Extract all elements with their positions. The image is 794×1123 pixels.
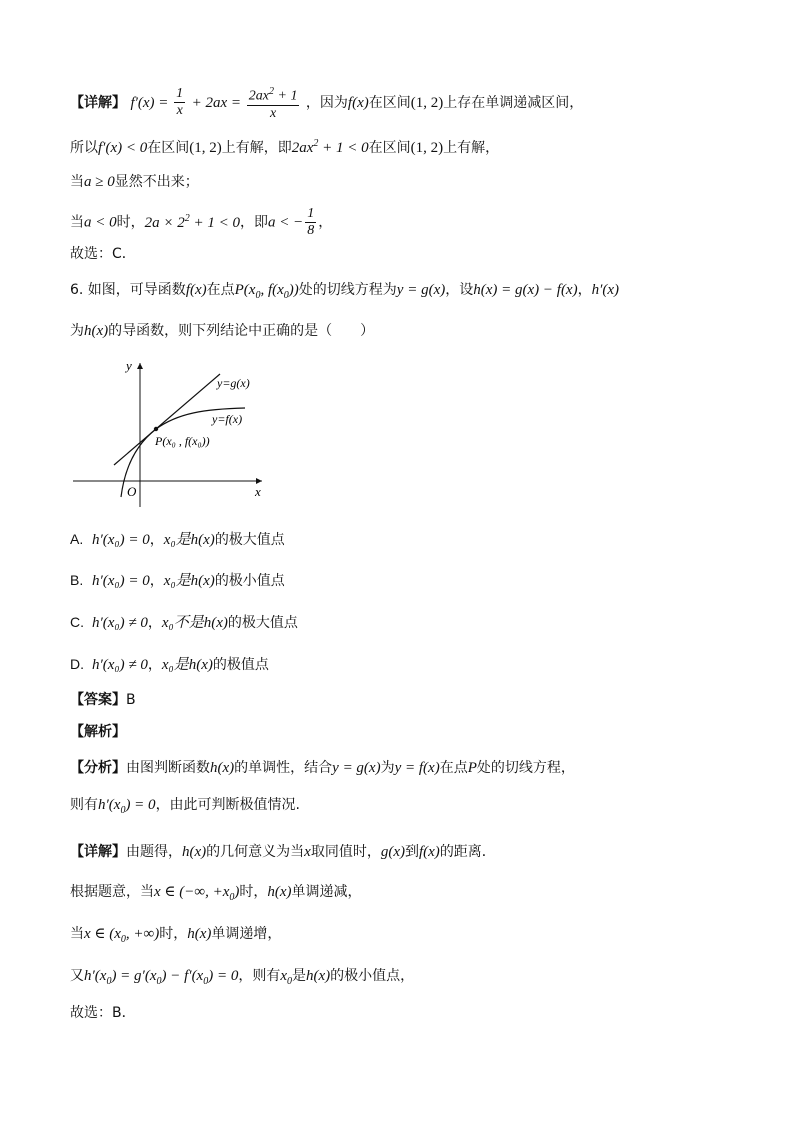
q6-stem-line-1: 6. 如图，可导函数f(x)在点$P(x_0$, $f(x_0)$)处的切线方程为y = g(x)，设h(x) = g(x) − f(x)，h′(x) [70, 282, 620, 301]
label-p: P(x₀ , f(x₀)) [155, 434, 210, 448]
detail-line-3: 当x ∈ ($x_0$, +∞)时，h(x)单调递增， [70, 926, 282, 945]
label-g: y=g(x) [217, 376, 250, 390]
option-d[interactable]: D. h′(x₀) ≠ 0，x₀是h(x)的极值点 [70, 656, 269, 673]
point-p [154, 427, 158, 431]
q6-choose: 故选：B． [70, 1005, 136, 1021]
analysis-label: 【解析】 [70, 724, 126, 740]
q5-choose: 故选：C． [70, 246, 136, 262]
detail-line-1: 【详解】由题得，h(x)的几何意义为当x取同值时，g(x)到f(x)的距离． [70, 844, 496, 860]
fenxi-line-1: 【分析】由图判断函数h(x)的单调性，结合y = g(x)为y = f(x)在点P处的切线方程， [70, 760, 575, 776]
fraction-2ax2-plus-1-over-x: $\frac{2ax^2 + 1}{x}$ [248, 86, 298, 121]
q5-line-3: 当a ≥ 0显然不出来； [70, 174, 199, 190]
fraction-1-over-8: $\frac{1}{8}$ [307, 206, 315, 238]
q5-detail-line: 【详解】 f′(x) = $\frac{1}{x}$ + 2ax = $\frac{2ax^2 + 1}{x}$ ，因为f(x)在区间(1, 2)上存在单调递减区间， [70, 86, 584, 121]
option-a[interactable]: A. h′(x₀) = 0，x₀是h(x)的极大值点 [70, 531, 285, 548]
tangent-line-g [114, 374, 220, 465]
axis-label-x: x [255, 484, 261, 499]
detail-line-4: 又$h'(x_0) = g'(x_0) - f'(x_0) = 0$，则有$x_0$是h(x)的极小值点， [70, 968, 415, 987]
fraction-1-over-x: $\frac{1}{x}$ [176, 86, 184, 119]
detail-line-2: 根据题意，当x ∈ (−∞, $+x_0$)时，h(x)单调递减， [70, 884, 362, 903]
q5-line-4: 当a < 0时，$2a \times 2^2 + 1 < 0$，即a < − $\frac{1}{8}$ ， [70, 206, 333, 238]
label-f: y=f(x) [212, 412, 243, 426]
fenxi-line-2: 则有$h'(x_0) = 0$，由此可判断极值情况. [70, 797, 301, 816]
q6-stem-line-2: 为h(x)的导函数，则下列结论中正确的是（ ） [70, 323, 375, 339]
q5-line-2: 所以f′(x) < 0在区间(1, 2)上有解，即$2ax^2 + 1 < 0$在区间(1, 2)上有解， [70, 138, 500, 156]
option-c[interactable]: C. h′(x₀) ≠ 0，x₀不是h(x)的极大值点 [70, 614, 298, 631]
detail-label: 【详解】 [70, 94, 126, 111]
answer-value: B [126, 692, 136, 708]
option-b[interactable]: B. h′(x₀) = 0，x₀是h(x)的极小值点 [70, 572, 285, 589]
answer-line: 【答案】B [70, 692, 136, 708]
tangent-graph [70, 355, 270, 510]
axis-label-y: y [126, 358, 132, 373]
origin-label: O [127, 484, 137, 499]
